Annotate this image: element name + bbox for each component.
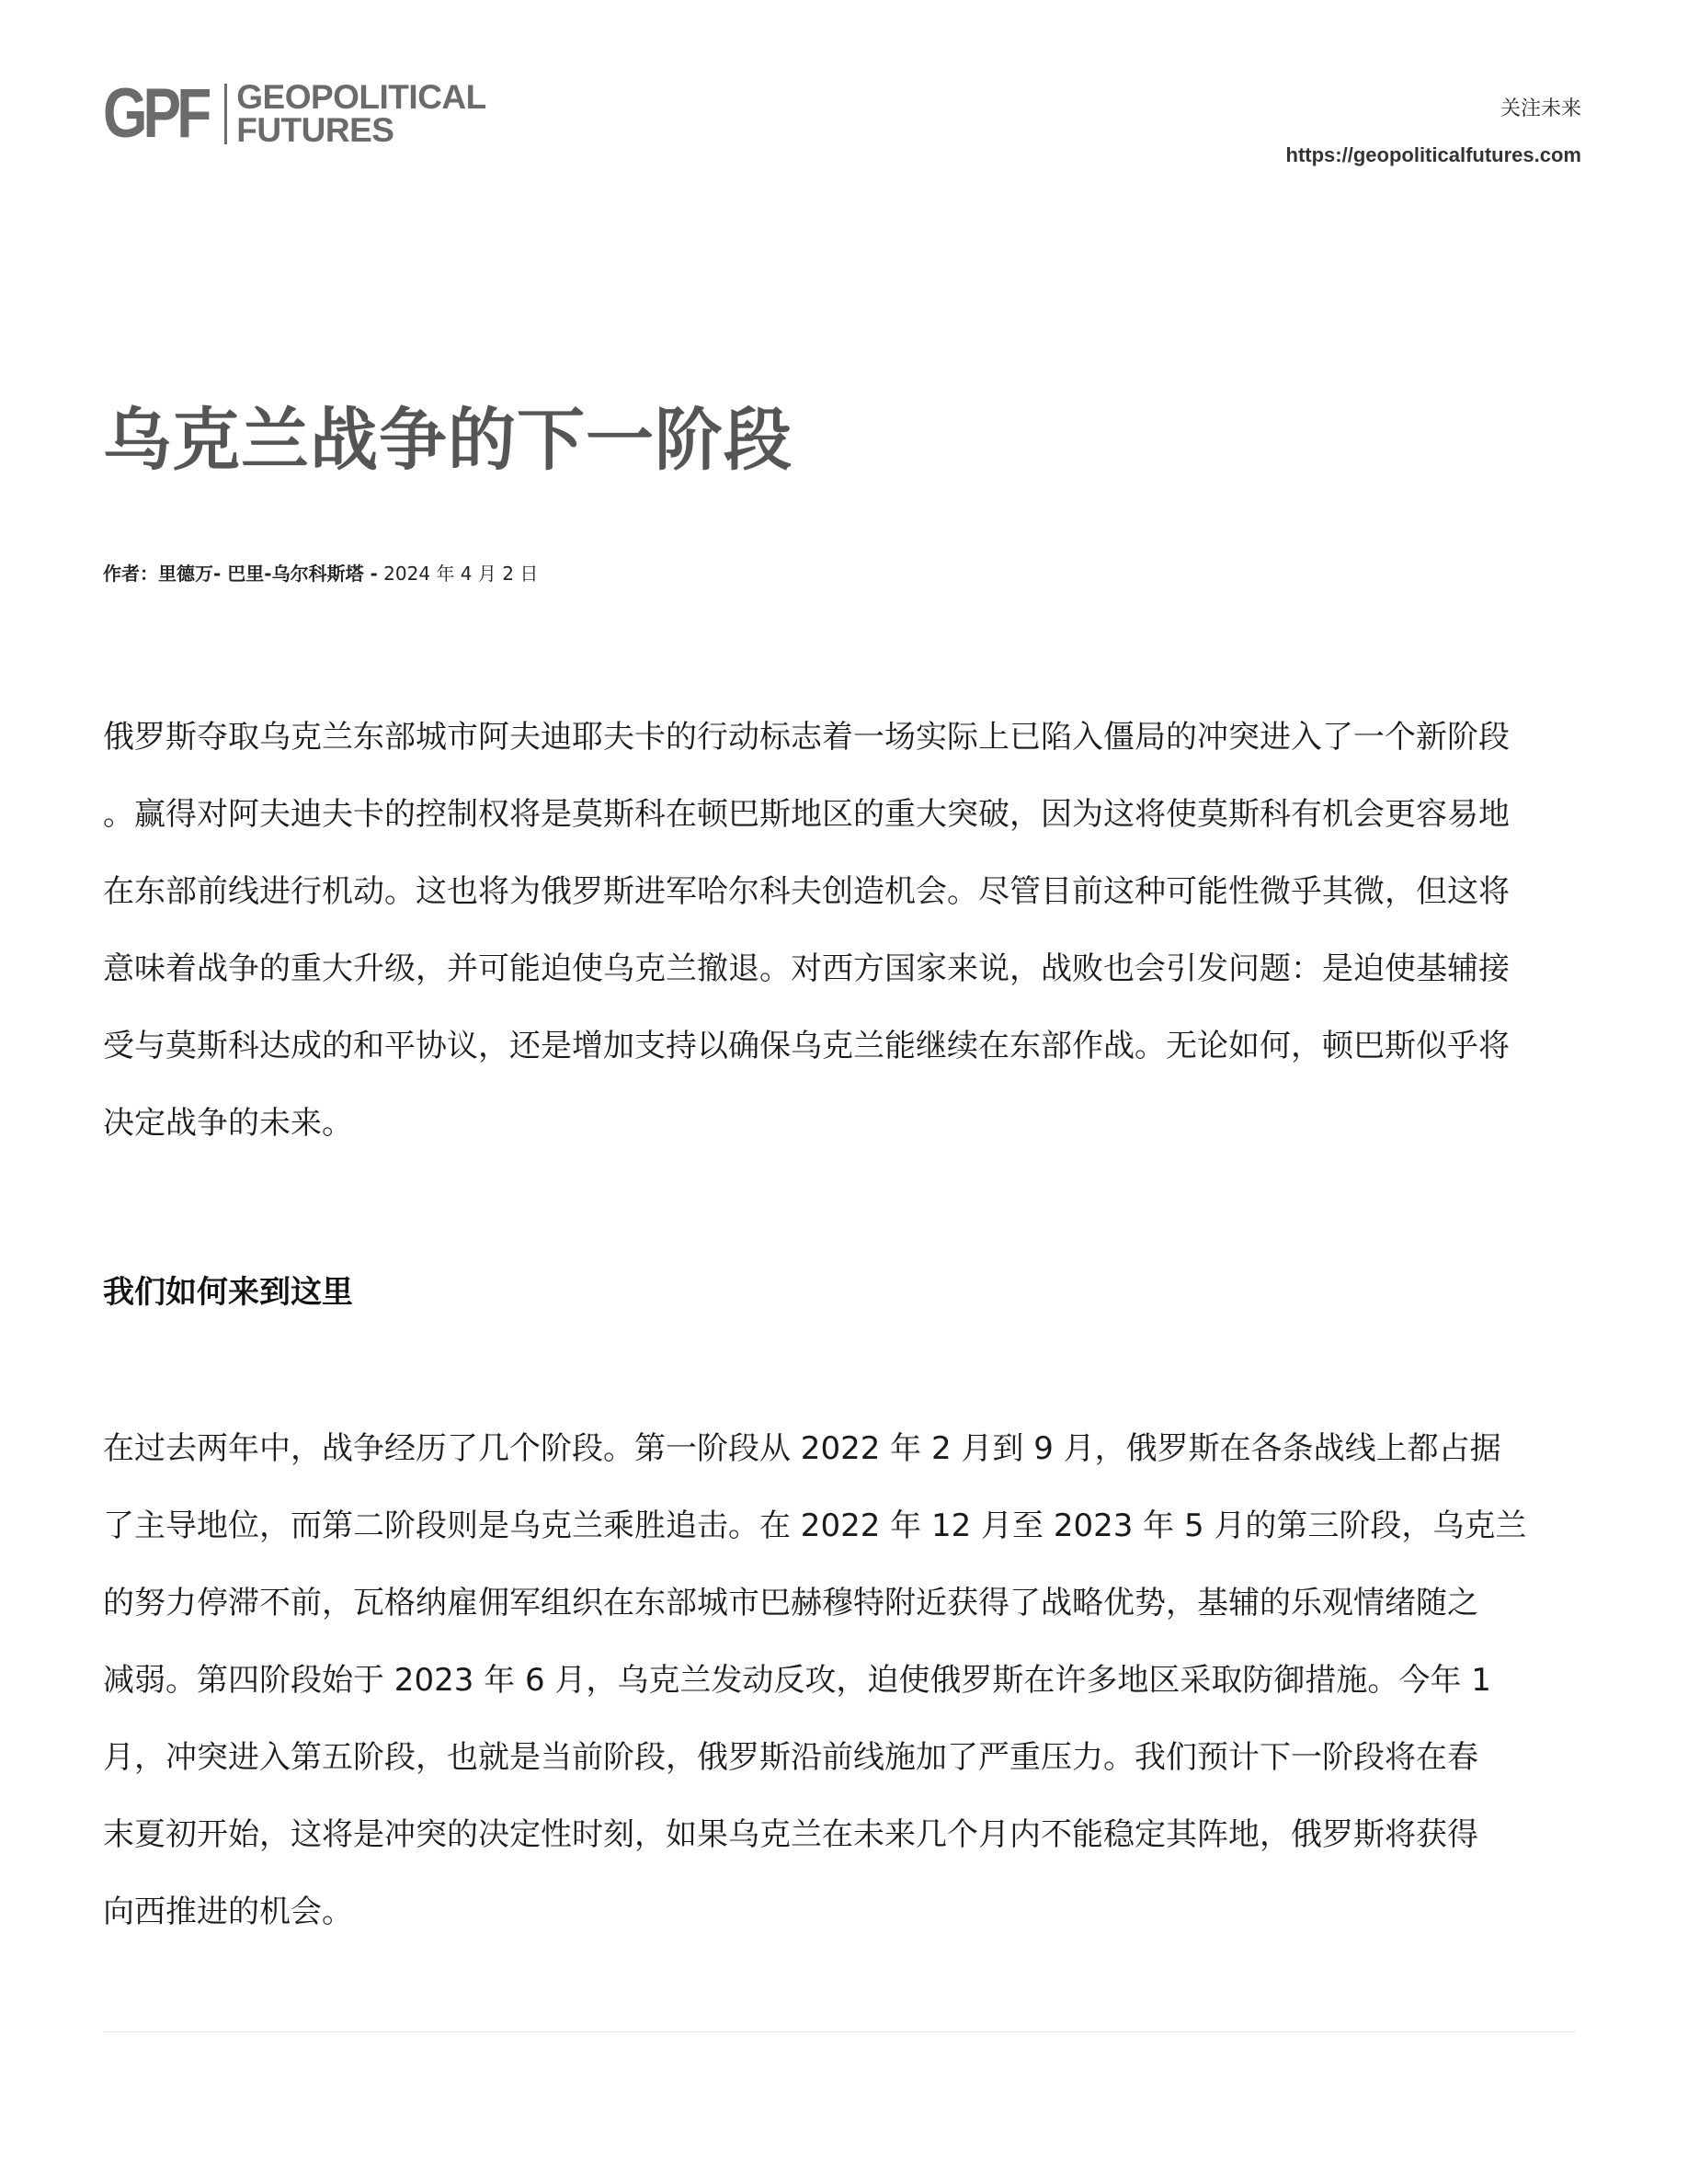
intro-line: 意味着战争的重大升级，并可能迫使乌克兰撤退。对西方国家来说，战败也会引发问题：是迫使基辅接 [103,950,1510,987]
section-line: 的努力停滞不前，瓦格纳雇佣军组织在东部城市巴赫穆特附近获得了战略优势，基辅的乐观情绪随之 [103,1585,1478,1621]
section-line: 了主导地位，而第二阶段则是乌克兰乘胜追击。在 2022 年 12 月至 2023 年 5 月的第三阶段，乌克兰 [103,1507,1527,1544]
section-paragraph [103,1410,1611,1951]
footer-divider [103,2031,1576,2032]
section-line: 向西推进的机会。 [103,1894,353,1930]
logo-line-geopolitical: GEOPOLITICAL [236,78,486,116]
gpf-logo [103,74,486,153]
header-tagline: 关注未来 [1500,97,1581,120]
intro-line: 在东部前线进行机动。这也将为俄罗斯进军哈尔科夫创造机会。尽管目前这种可能性微乎其微，但这将 [103,873,1510,910]
section-line: 末夏初开始，这将是冲突的决定性时刻，如果乌克兰在未来几个月内不能稳定其阵地，俄罗斯将获得 [103,1816,1478,1853]
intro-line: 决定战争的未来。 [103,1105,353,1142]
intro-paragraph [103,699,1611,1162]
byline-author: 作者：里德万- 巴里-乌尔科斯塔 - [103,563,378,585]
logo-mark: GPF [103,74,208,153]
logo-line-futures: FUTURES [236,111,394,149]
intro-line: 受与莫斯科达成的和平协议，还是增加支持以确保乌克兰能继续在东部作战。无论如何，顿巴斯似乎将 [103,1028,1510,1064]
intro-line: 俄罗斯夺取乌克兰东部城市阿夫迪耶夫卡的行动标志着一场实际上已陷入僵局的冲突进入了一个新阶段 [103,719,1510,756]
logo-wordmark [236,78,486,149]
intro-line: 。赢得对阿夫迪夫卡的控制权将是莫斯科在顿巴斯地区的重大突破，因为这将使莫斯科有机会更容易地 [103,796,1510,833]
section-line: 在过去两年中，战争经历了几个阶段。第一阶段从 2022 年 2 月到 9 月，俄罗斯在各条战线上都占据 [103,1430,1501,1467]
byline-date: 2024 年 4 月 2 日 [377,563,539,585]
site-url-link[interactable]: https://geopoliticalfutures.com [1285,143,1581,166]
logo-divider [224,84,227,144]
section-heading: 我们如何来到这里 [103,1274,353,1311]
section-line: 月，冲突进入第五阶段，也就是当前阶段，俄罗斯沿前线施加了严重压力。我们预计下一阶段将在春 [103,1739,1478,1776]
article-byline [103,559,538,586]
article-title: 乌克兰战争的下一阶段 [103,401,793,480]
section-line: 减弱。第四阶段始于 2023 年 6 月，乌克兰发动反攻，迫使俄罗斯在许多地区采取防御措施。今年 1 [103,1662,1491,1699]
